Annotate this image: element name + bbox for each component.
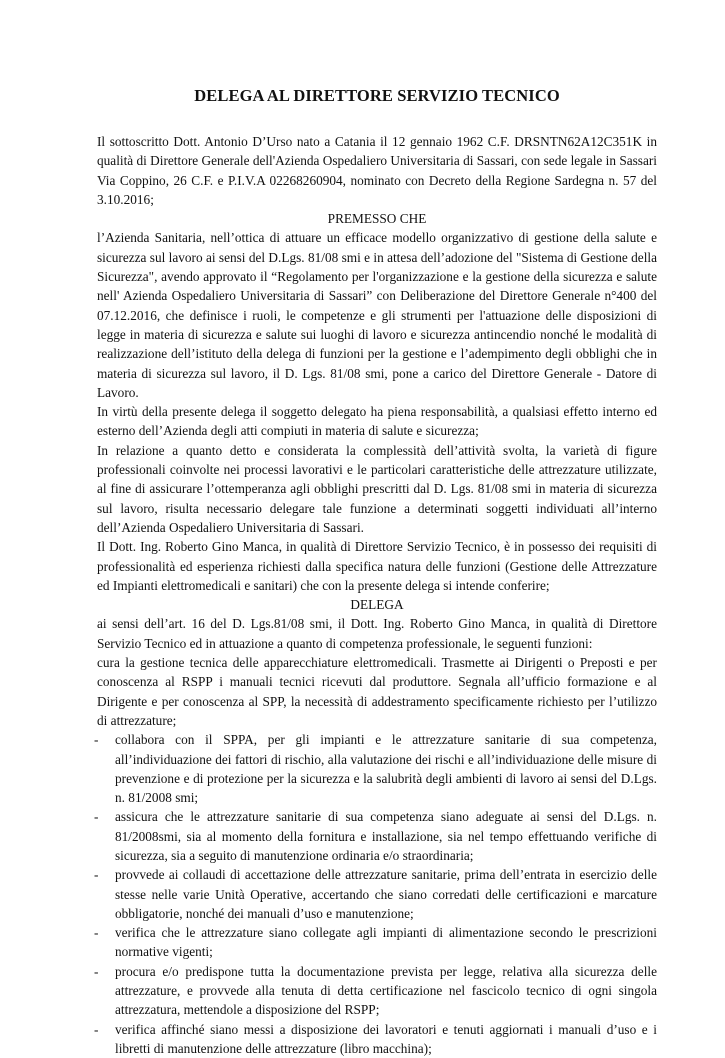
list-item [94,865,657,923]
delega-intro-paragraph: ai sensi dell’art. 16 del D. Lgs.81/08 smi, il Dott. Ing. Roberto Gino Manca, in qualità di Direttore Servizio Tecnico ed in attuazione a quanto di competenza professionale, le seguenti funzioni: [97,616,657,651]
function-list [94,730,657,1058]
list-item-text: verifica affinché siano messi a disposizione dei lavoratori e tenuti aggiornati i manuali d’uso e i libretti di manutenzione delle attrezzature (libro macchina); [115,1021,657,1056]
delega-cura-paragraph: cura la gestione tecnica delle apparecchiature elettromedicali. Trasmette ai Dirigenti o Preposti e per conoscenza al RSPP i manuali tecnici ricevuti dal produttore. Segnala all’ufficio formazione e al Dirigente e per conoscenza al SPP, la necessità di addestramento specificamente richiesto per l’utilizzo di attrezzature; [97,655,657,728]
list-item-text: provvede ai collaudi di accettazione delle attrezzature sanitarie, prima dell’entrata in esercizio delle stesse nelle varie Unità Operative, accertando che siano corredati delle certificazioni e marcature obbligatorie, nonché dei manuali d’uso e manutenzione; [115,867,657,921]
bullet-dash: - [94,963,99,979]
premesso-paragraph: In virtù della presente delega il soggetto delegato ha piena responsabilità, a qualsiasi effetto interno ed esterno dell’Azienda degli atti compiuti in materia di salute e sicurezza; [97,404,657,439]
bullet-dash: - [94,925,99,941]
list-item [94,1020,657,1058]
bullet-dash: - [94,867,99,883]
document-page [94,82,657,1058]
bullet-dash: - [94,809,99,825]
premesso-paragraph: l’Azienda Sanitaria, nell’ottica di attuare un efficace modello organizzativo di gestione della salute e sicurezza sul lavoro ai sensi del D.Lgs. 81/08 smi e in attesa dell’adozione del "Sistema di Gestione della Sicurezza", avendo approvato il “Regolamento per l'organizzazione e la gestione della sicurezza e salute nell' Azienda Ospedaliero Universitaria di Sassari” con Deliberazione del Direttore Generale n°400 del 07.12.2016, che definisce i ruoli, le competenze e gli strumenti per l'attuazione delle disposizioni di legge in materia di sicurezza e salute sui luoghi di lavoro e sicurezza antincendio nonché le modalità di realizzazione dell’istituto della delega di funzioni per la gestione e l’adempimento degli obblighi che in materia di sicurezza sul lavoro, il D. Lgs. 81/08 smi, pone a carico del Direttore Generale - Datore di Lavoro. [97,230,657,400]
bullet-dash: - [94,1021,99,1037]
list-item [94,730,657,807]
delega-heading: DELEGA [350,597,404,613]
premesso-paragraph: Il Dott. Ing. Roberto Gino Manca, in qualità di Direttore Servizio Tecnico, è in possesso dei requisiti di professionalità ed esperienza richiesti dalla specifica natura delle funzioni (Gestione delle Attrezzature ed Impianti elettromedicali e sanitari) che con la presente delega si intende conferire; [97,539,657,593]
premesso-heading: PREMESSO CHE [327,211,427,227]
list-item [94,807,657,865]
list-item-text: verifica che le attrezzature siano collegate agli impianti di alimentazione secondo le prescrizioni normative vigenti; [115,925,657,960]
list-item-text: procura e/o predispone tutta la documentazione prevista per legge, relativa alla sicurezza delle attrezzature, e provvede alla tenuta di detta certificazione nel fascicolo tecnico di ogni singola attrezzatura, mettendole a disposizione del RSPP; [115,963,657,1018]
premesso-paragraph: In relazione a quanto detto e considerata la complessità dell’attività svolta, la varietà di figure professionali coinvolte nei processi lavorativi e le particolari caratteristiche delle attrezzature utilizzate, al fine di assicurare l’ottemperanza agli obblighi prescritti dal D. Lgs. 81/08 smi in materia di sicurezza sul lavoro, risulta necessario delegare tale funzione a determinati soggetti individuati all’interno dell’Azienda Ospedaliero Universitaria di Sassari. [97,442,657,535]
intro-paragraph: Il sottoscritto Dott. Antonio D’Urso nato a Catania il 12 gennaio 1962 C.F. DRSNTN62A12C351K in qualità di Direttore Generale dell'Azienda Ospedaliero Universitaria di Sassari, con sede legale in Sassari Via Coppino, 26 C.F. e P.I.V.A 02268260904, nominato con Decreto della Regione Sardegna n. 57 del 3.10.2016; [97,134,657,207]
list-item-text: assicura che le attrezzature sanitarie di sua competenza siano adeguate ai sensi del D.Lgs. n. 81/2008smi, sia al momento della fornitura e installazione, sia nel tempo effettuando verifiche di sicurezza, sia a seguito di manutenzione ordinaria e/o straordinaria; [115,809,657,863]
list-item [94,962,657,1020]
bullet-dash: - [94,732,99,748]
document-title: DELEGA AL DIRETTORE SERVIZIO TECNICO [194,86,560,105]
list-item-text: collabora con il SPPA, per gli impianti e le attrezzature sanitarie di sua competenza, all’individuazione dei fattori di rischio, alla valutazione dei rischi e all’individuazione delle misure di prevenzione e di protezione per la sicurezza e la salubrità degli ambienti di lavoro ai sensi del D.Lgs. n. 81/2008 smi; [115,732,657,806]
list-item [94,923,657,962]
